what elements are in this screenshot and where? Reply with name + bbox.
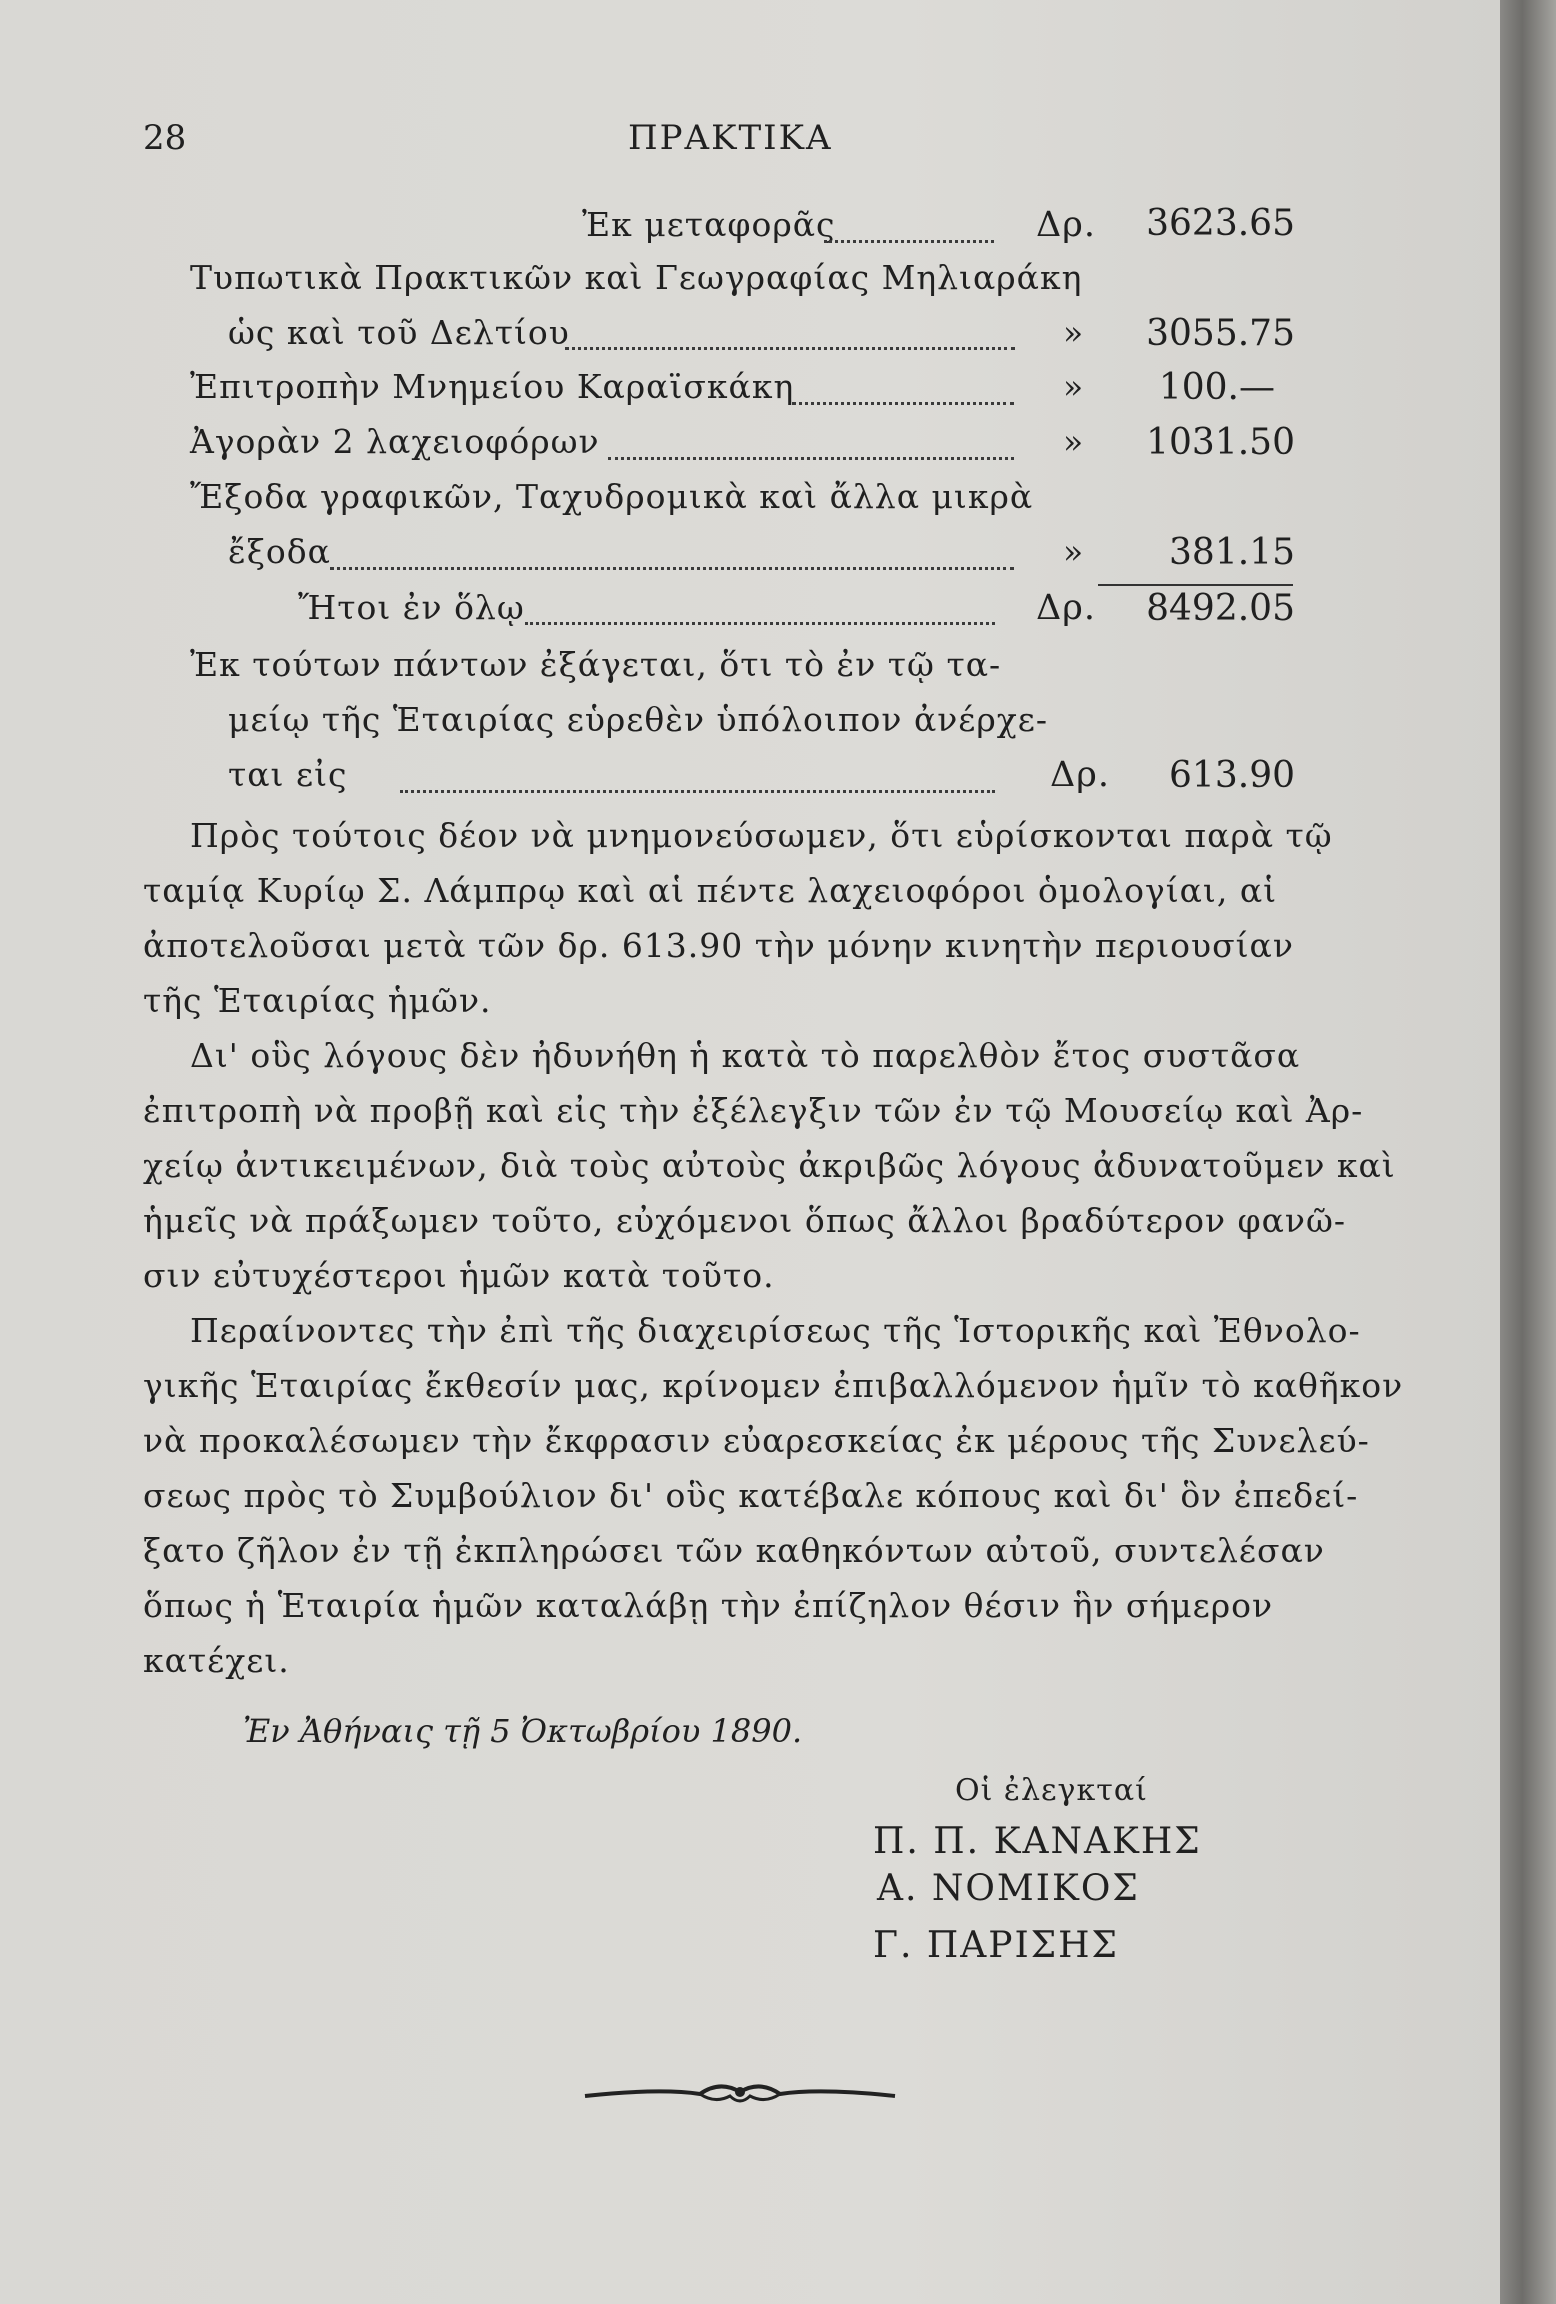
balance-line-1: Ἐκ τούτων πάντων ἐξάγεται, ὅτι τὸ ἐν τῷ τα- <box>190 645 1002 684</box>
book-gutter <box>1500 0 1556 2304</box>
ledger-row-1-line2: ὡς καὶ τοῦ Δελτίου <box>228 313 570 352</box>
ledger-row-1-amount: 3055.75 <box>1146 313 1295 354</box>
ledger-row-2-mark: » <box>1063 367 1085 406</box>
paragraph-3-line: κατέχει. <box>143 1641 290 1680</box>
ledger-row-1-line1: Τυπωτικὰ Πρακτικῶν καὶ Γεωγραφίας Μηλιαράκη <box>190 258 1083 297</box>
balance-currency: Δρ. <box>1050 755 1110 795</box>
paragraph-3-line: ξατο ζῆλον ἐν τῇ ἐκπληρώσει τῶν καθηκόντων αὐτοῦ, συντελέσαν <box>143 1531 1325 1570</box>
total-label: Ἤτοι ἐν ὅλῳ <box>298 588 525 627</box>
balance-line-3: ται εἰς <box>228 755 348 794</box>
carried-amount: 3623.65 <box>1146 203 1295 244</box>
leader-dots <box>330 567 1014 570</box>
ledger-row-3-label: Ἀγορὰν 2 λαχειοφόρων <box>190 422 600 461</box>
total-amount: 8492.05 <box>1146 588 1295 629</box>
carried-currency: Δρ. <box>1036 205 1096 245</box>
total-currency: Δρ. <box>1036 588 1096 628</box>
paragraph-3-line: νὰ προκαλέσωμεν τὴν ἔκφρασιν εὐαρεσκείας ἐκ μέρους τῆς Συνελεύ- <box>143 1421 1370 1460</box>
paragraph-1-line: ταμίᾳ Κυρίῳ Σ. Λάμπρῳ καὶ αἱ πέντε λαχειοφόροι ὁμολογίαι, αἱ <box>143 871 1278 910</box>
paragraph-2-line: σιν εὐτυχέστεροι ἡμῶν κατὰ τοῦτο. <box>143 1256 775 1295</box>
running-title: ΠΡΑΚΤΙΚΑ <box>628 118 833 158</box>
auditors-heading: Οἱ ἐλεγκταί <box>955 1773 1148 1808</box>
ledger-row-1-mark: » <box>1063 313 1085 352</box>
total-rule <box>1098 584 1293 586</box>
ledger-row-3-amount: 1031.50 <box>1146 422 1295 463</box>
paragraph-2-line: ἡμεῖς νὰ πράξωμεν τοῦτο, εὐχόμενοι ὅπως ἄλλοι βραδύτερον φανῶ- <box>143 1201 1347 1240</box>
balance-line-2: μείῳ τῆς Ἑταιρίας εὑρεθὲν ὑπόλοιπον ἀνέρχε- <box>228 700 1049 739</box>
ledger-row-2-label: Ἐπιτροπὴν Μνημείου Καραϊσκάκη <box>190 367 795 406</box>
page-number: 28 <box>143 118 187 158</box>
paragraph-3-line: γικῆς Ἑταιρίας ἔκθεσίν μας, κρίνομεν ἐπιβαλλόμενον ἡμῖν τὸ καθῆκον <box>143 1366 1404 1405</box>
ledger-row-3-mark: » <box>1063 422 1085 461</box>
dateline: Ἐν Ἀθήναις τῇ 5 Ὀκτωβρίου 1890. <box>243 1712 803 1750</box>
ledger-row-2-amount: 100.— <box>1158 367 1275 408</box>
signature-name: Α. ΝΟΜΙΚΟΣ <box>877 1868 1140 1909</box>
paragraph-2-line: ἐπιτροπὴ νὰ προβῇ καὶ εἰς τὴν ἐξέλεγξιν τῶν ἐν τῷ Μουσείῳ καὶ Ἀρ- <box>143 1091 1364 1130</box>
balance-amount: 613.90 <box>1169 755 1295 796</box>
leader-dots <box>400 790 995 793</box>
paragraph-3-line: σεως πρὸς τὸ Συμβούλιον δι' οὓς κατέβαλε κόπους καὶ δι' ὃν ἐπεδεί- <box>143 1476 1359 1515</box>
paragraph-3-line: Περαίνοντες τὴν ἐπὶ τῆς διαχειρίσεως τῆς Ἱστορικῆς καὶ Ἐθνολο- <box>190 1311 1361 1350</box>
ledger-row-4-line2: ἔξοδα <box>228 532 331 571</box>
leader-dots <box>608 457 1014 460</box>
paragraph-1-line: τῆς Ἑταιρίας ἡμῶν. <box>143 981 492 1020</box>
leader-dots <box>525 622 995 625</box>
leader-dots <box>565 347 1015 350</box>
paragraph-2-line: χείῳ ἀντικειμένων, διὰ τοὺς αὐτοὺς ἀκριβῶς λόγους ἀδυνατοῦμεν καὶ <box>143 1146 1396 1185</box>
leader-dots <box>792 402 1014 405</box>
ledger-row-4-mark: » <box>1063 532 1085 571</box>
paragraph-1-line: ἀποτελοῦσαι μετὰ τῶν δρ. 613.90 τὴν μόνην κινητὴν περιουσίαν <box>143 926 1294 965</box>
signature-name: Π. Π. ΚΑΝΑΚΗΣ <box>873 1821 1202 1862</box>
ledger-row-4-amount: 381.15 <box>1169 532 1295 573</box>
signature-name: Γ. ΠΑΡΙΣΗΣ <box>873 1925 1120 1966</box>
leader-dots <box>824 240 994 243</box>
paragraph-3-line: ὅπως ἡ Ἑταιρία ἡμῶν καταλάβῃ τὴν ἐπίζηλον θέσιν ἣν σήμερον <box>143 1586 1274 1625</box>
carried-label: Ἐκ μεταφορᾶς <box>582 205 836 244</box>
ledger-row-4-line1: Ἔξοδα γραφικῶν, Ταχυδρομικὰ καὶ ἄλλα μικρὰ <box>190 477 1034 516</box>
ornament-divider <box>580 2070 900 2120</box>
paragraph-1-line: Πρὸς τούτοις δέον νὰ μνημονεύσωμεν, ὅτι εὑρίσκονται παρὰ τῷ <box>190 816 1333 855</box>
paragraph-2-line: Δι' οὓς λόγους δὲν ἠδυνήθη ἡ κατὰ τὸ παρελθὸν ἔτος συστᾶσα <box>190 1036 1301 1075</box>
